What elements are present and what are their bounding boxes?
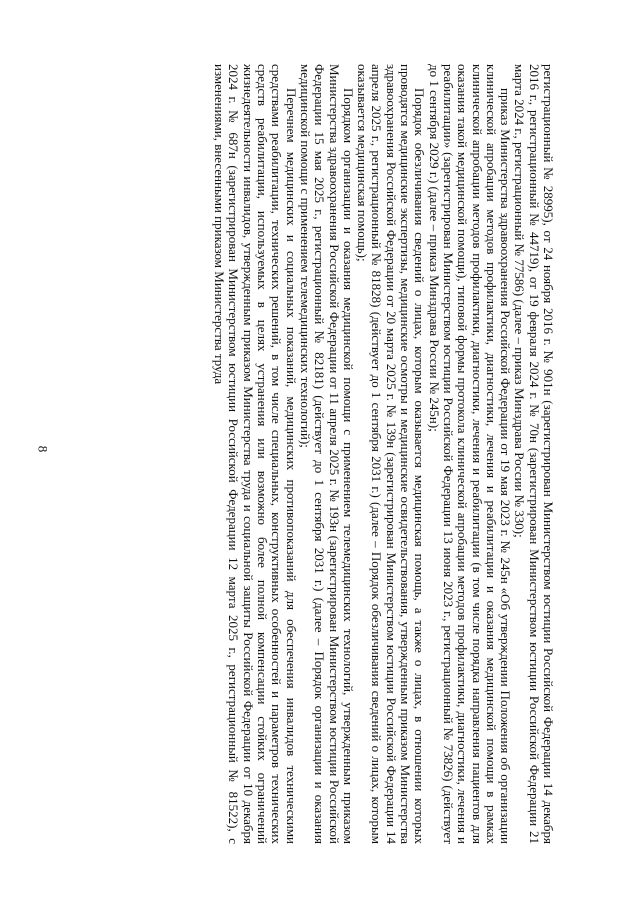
document-body	[85, 64, 555, 844]
paragraph-rehabilitation-list: Перечнем медицинских и социальных показаний, медицинских противопоказаний для обеспечения инвалидов техническими средствами реабилитации, технических решений, в том числе специальных, конструктивных особенностей и параметров технических средств реабилитации, используемых в целях устранения или возможно более полной компенсации стойких ограничений жизнедеятельности инвалидов, утвержденным приказом Министерства труда и социальной защиты Российской Федерации от 10 декабря 2024 г. № 687н (зарегистрирован Министерством юстиции Российской Федерации 12 марта 2025 г., регистрационный № 81522), с изменениями, внесенными приказом Министерства труда	[212, 64, 299, 844]
paragraph-anonymization-order: Порядок обезличивания сведений о лицах, которым оказывается медицинская помощь, а также о лицах, в отношении которых проводятся медицинские экспертизы, медицинские осмотры и медицинские освидетельствования, утвержденным приказом Министерства здравоохранения Российской Федерации от 20 марта 2025 г. № 139н (зарегистрирован Министерством юстиции Российской Федерации 14 апреля 2025 г., регистрационный № 81828) (действует до 1 сентября 2031 г.) (далее – Порядок обезличивания сведений о лицах, которым оказывается медицинская помощь);	[355, 64, 428, 844]
paragraph-order-245n: приказ Министерства здравоохранения Российской Федерации от 19 мая 2023 г. № 245н «Об утверждении Положения об организации клинической апробации методов профилактики, диагностики, лечения и реабилитации и оказания медицинской помощи в рамках клинической апробации методов профилактики, диагностики, лечения и реабилитации (в том числе порядка направления пациентов для оказания такой медицинской помощи), типовой формы протокола клинической апробации методов профилактики, диагностики, лечения и реабилитации» (зарегистрирован Министерством юстиции Российской Федерации 13 июня 2023 г., регистрационный № 73826) (действует до 1 сентября 2029 г.) (далее – приказ Минздрава России № 245н);	[426, 64, 514, 844]
page-number: 8	[35, 445, 51, 453]
paragraph-continuation: регистрационный № 28995), от 24 ноября 2016 г. № 901н (зарегистрирован Министерством юстиции Российской Федерации 14 декабря 2016 г., регистрационный № 44719), от 19 февраля 2024 г. № 70н (зарегистрирован Министерством юстиции Российской Федерации 21 марта 2024 г., регистрационный № 77586) (далее – приказ Минздрава России № 330);	[512, 64, 556, 844]
paragraph-telemedicine-order: Порядком организации и оказания медицинской помощи с применением телемедицинских технологий, утвержденным приказом Министерства здравоохранения Российской Федерации от 11 апреля 2025 г. № 193н (зарегистрирован Министерством юстиции Российской Федерации 15 мая 2025 г., регистрационный № 82181) (действует до 1 сентября 2031 г.) (далее – Порядок организации и оказания медицинской помощи с применением телемедицинских технологий);	[297, 64, 356, 844]
